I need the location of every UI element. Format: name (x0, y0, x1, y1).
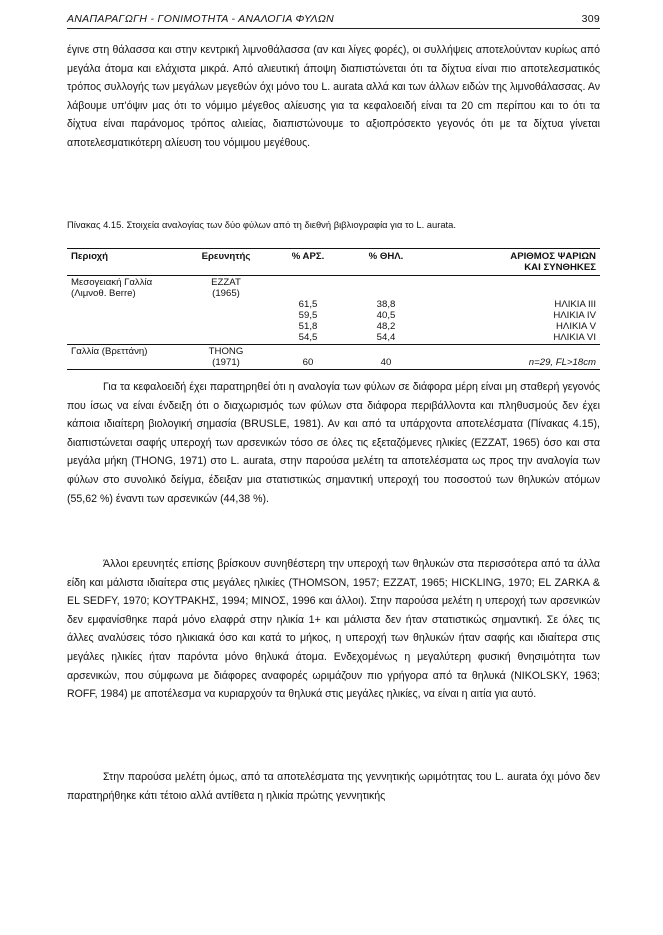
table-row (67, 276, 600, 345)
header-title: ΑΝΑΠΑΡΑΓΩΓΗ - ΓΟΝΙΜΟΤΗΤΑ - ΑΝΑΛΟΓΙΑ ΦΥΛΩΝ (67, 13, 335, 25)
cell-region: Μεσογειακή Γαλλία (Λιμνοθ. Berre) (67, 276, 183, 345)
cell-female: 38,8 40,5 48,2 54,4 (347, 276, 425, 345)
table-caption: Πίνακας 4.15. Στοιχεία αναλογίας των δύο φύλων από τη διεθνή βιβλιογραφία για το L. aurata. (67, 219, 456, 230)
cell-researcher: EZZAT (1965) (183, 276, 269, 345)
cell-region: Γαλλία (Βρεττάνη) (67, 345, 183, 370)
running-header (67, 12, 600, 29)
col-header-conditions: ΑΡΙΘΜΟΣ ΨΑΡΙΩΝ ΚΑΙ ΣΥΝΘΗΚΕΣ (425, 249, 600, 276)
paragraph-3: Άλλοι ερευνητές επίσης βρίσκουν συνηθέστερη την υπεροχή των θηλυκών στα περισσότερα από τα άλλα είδη και μάλιστα ιδιαίτερα στις μεγάλες ηλικίες (THOMSON, 1957; EZZAT, 1965; HICKLING, 1970; EL ZARKA & EL SEDFY, 1970; ΚΟΥΤΡΑΚΗΣ, 1994; ΜΙΝΟΣ, 1996 και άλλοι). Στην παρούσα μελέτη η υπεροχή των αρσενικών δεν εμφανίσθηκε παρά μόνο ελαφρά στην ηλικία 1+ και μάλιστα δεν ήταν στατιστικώς σημαντική. Σε όλες τις άλλες αναλύσεις τόσο ηλικιακά όσο και κατά το μήκος, η υπεροχή των θηλυκών ήταν σαφής και ιδιαίτερα στις μεγάλες ηλικίες ήταν παρόντα μόνο θηλυκά άτομα. Ενδεχομένως η μεγαλύτερη φυσική θνησιμότητα των αρσενικών, που σύμφωνα με διάφορες αναφορές ωριμάζουν πιο γρήγορα από τα θηλυκά (NIKOLSKY, 1963; ROFF, 1984) με αποτέλεσμα να κυριαρχούν τα θηλυκά στις μεγάλες ηλικίες, να είναι η αιτία για αυτό. (67, 558, 600, 701)
cell-female: 40 (347, 345, 425, 370)
cell-conditions: ΗΛΙΚΙΑ ΙΙΙ ΗΛΙΚΙΑ IV ΗΛΙΚΙΑ V ΗΛΙΚΙΑ VI (425, 276, 600, 345)
paragraph-2: Για τα κεφαλοειδή έχει παρατηρηθεί ότι η αναλογία των φύλων σε διάφορα μέρη είναι μη σταθερή γεγονός που ίσως να είναι ένδειξη ότι ο διαχωρισμός των φύλων στα διάφορα περιβάλλοντα και πληθυσμούς δεν έχει κάποια ιδιαίτερη βιολογική σημασία (BRUSLE, 1981). Αν και από τα υπάρχοντα αποτελέσματα (Πίνακας 4.15), διαπιστώνεται σαφής υπεροχή των αρσενικών τόσο σε όλες τις εξεταζόμενες ηλικίες (EZZAT, 1965) όσο και στα μεγάλα μήκη (THONG, 1971) στο L. aurata, στην παρούσα μελέτη τα αποτελέσματα ως προς την αναλογία των φύλων στο συνολικό δείγμα, έδειξαν μια στατιστικώς σημαντική υπεροχή του ποσοστού των θηλυκών ατόμων (55,62 %) έναντι των αρσενικών (44,38 %). (67, 381, 600, 505)
table-row (67, 345, 600, 370)
cell-researcher: THONG (1971) (183, 345, 269, 370)
sex-ratio-table (67, 248, 600, 370)
col-header-female: % ΘΗΛ. (347, 249, 425, 276)
col-header-researcher: Ερευνητής (183, 249, 269, 276)
paragraph-1: έγινε στη θάλασσα και στην κεντρική λιμνοθάλασσα (αν και λίγες φορές), οι συλλήψεις αποτελούνταν κυρίως από μεγάλα άτομα και ελάχιστα μικρά. Από αλιευτική άποψη διαπιστώνεται ότι τα δίχτυα είναι πιο αποτελεσματικός τρόπος συλλογής των μεγάλων μεγεθών όχι μόνο του L. aurata αλλά και των άλλων ειδών της λιμνοθάλασσας. Αν λάβουμε υπ'όψιν μας ότι το νόμιμο μέγεθος αλίευσης για τα κεφαλοειδή είναι τα 20 cm περίπου και το ότι τα δίχτυα είναι παράνομος τρόπος αλιείας, διαπιστώνουμε το αξιοπρόσεκτο γεγονός ότι με τα δίχτυα γίνεται αποτελεσματικότερη αλίευση του νόμιμου μεγέθους. (67, 44, 600, 149)
cell-male: 60 (269, 345, 347, 370)
table-group-thong (67, 345, 600, 370)
table-header-row (67, 249, 600, 276)
cell-conditions: n=29, FL>18cm (425, 345, 600, 370)
table-group-ezzat (67, 276, 600, 345)
col-header-male: % ΑΡΣ. (269, 249, 347, 276)
col-header-region: Περιοχή (67, 249, 183, 276)
cell-male: 61,5 59,5 51,8 54,5 (269, 276, 347, 345)
paragraph-4: Στην παρούσα μελέτη όμως, από τα αποτελέσματα της γεννητικής ωριμότητας του L. aurata όχι μόνο δεν παρατηρήθηκε κάτι τέτοιο αλλά αντίθετα η ηλικία πρώτης γεννητικής (67, 771, 600, 802)
page-number: 309 (581, 13, 600, 25)
